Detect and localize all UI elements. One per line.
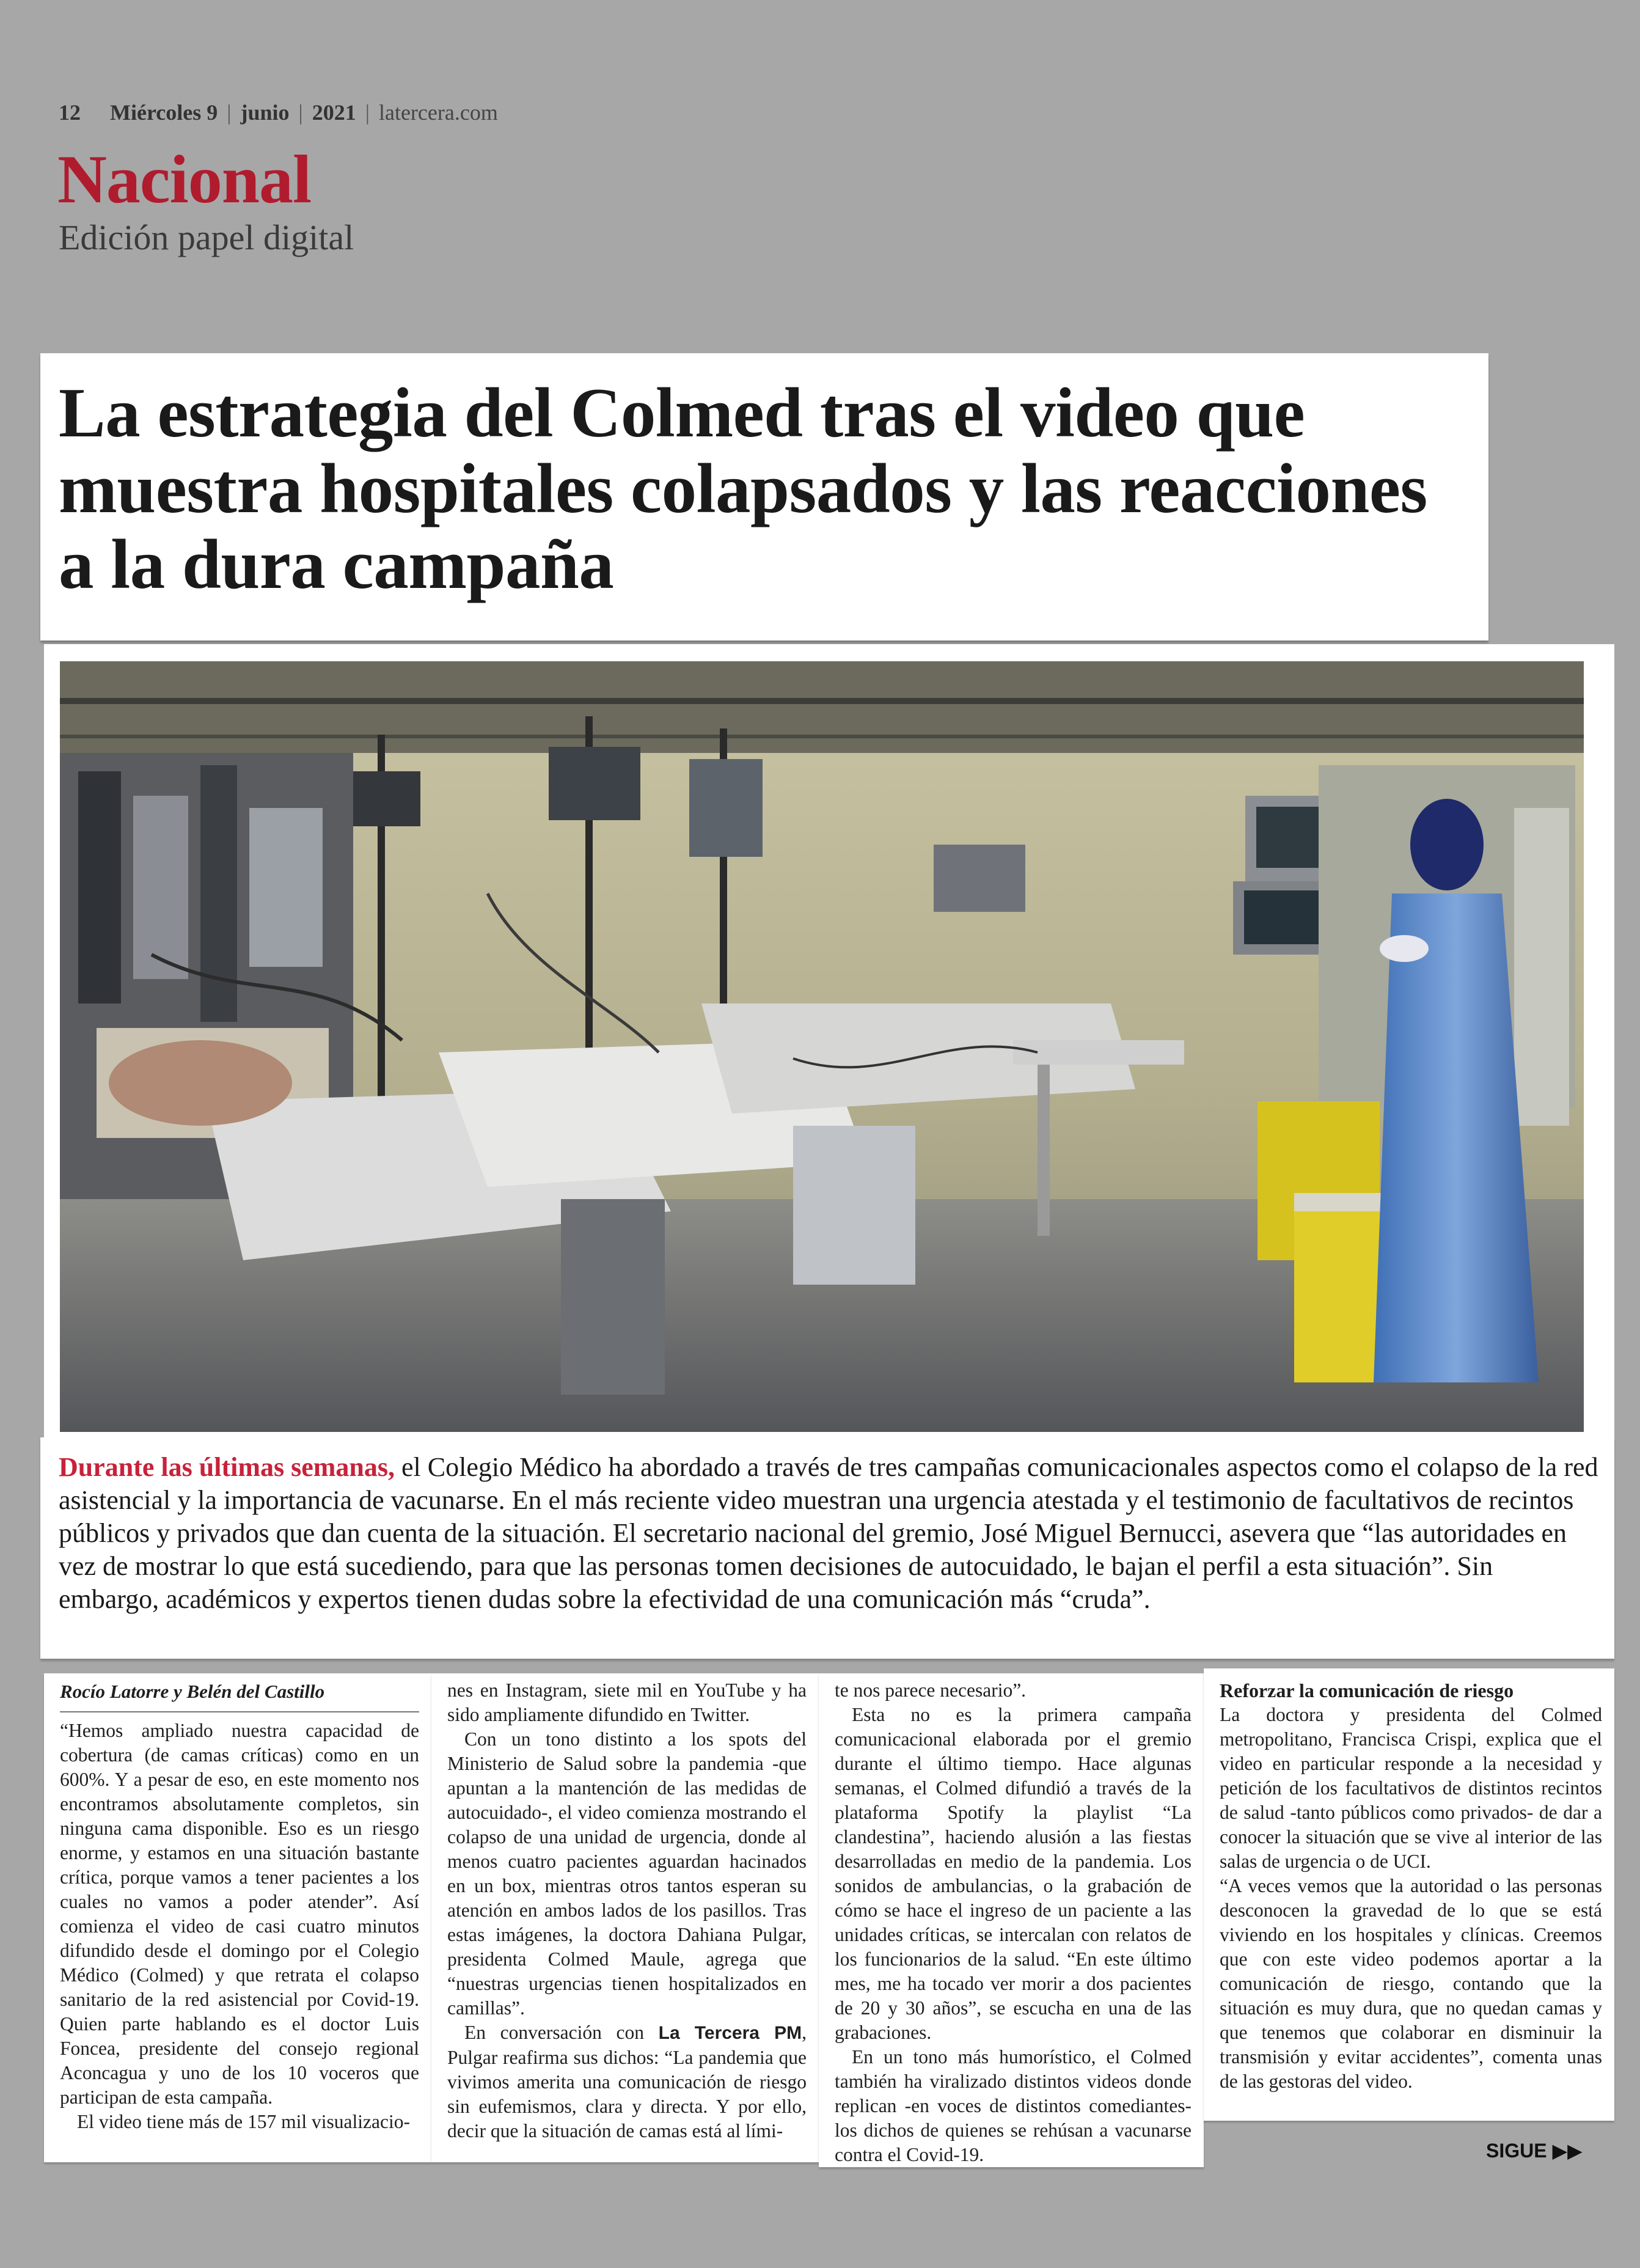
lead-paragraph [59,1451,1598,1616]
lead-box [40,1437,1614,1659]
lead-text: el Colegio Médico ha abordado a través de tres campañas comunicacionales aspectos como el colapso de la red asistencial y la importancia de vacunarse. En el más reciente video muestran una urgencia atestada y el testimonio de facultativos de recintos públicos y privados que dan cuenta de la situación. El secretario nacional del gremio, José Miguel Bernucci, asevera que “las autoridades en vez de mostrar lo que está sucediendo, para que las personas tomen decisiones de autocuidado, le bajan el perfil a esta situación”. Sin embargo, académicos y expertos tienen dudas sobre la efectividad de una comunicación más “cruda”. [59,1452,1598,1614]
folio-month: junio [240,100,290,125]
column-3-paragraph-2: Esta no es la primera campaña comunicacional elaborada por el gremio durante el último tiempo. Hace algunas semanas, el Colmed difundió a través de la plataforma Spotify la playlist “La clandestina”, haciendo alusión a las fiestas desarrolladas en medio de la pandemia. Los sonidos de ambulancias, o la grabación de cómo se hace el ingreso de un paciente a las unidades críticas, se intercalan con relatos de los funcionarios de la salud. “En este último mes, me ha tocado ver morir a dos pacientes de 20 y 30 años”, se escucha en una de las grabaciones. [835,1704,1192,2043]
column-2-paragraph-3: En conversación con La Tercera PM, Pulgar reafirma sus dichos: “La pandemia que vivimos amerita una comunicación de riesgo sin eufemismos, clara y directa. Y por ello, decir que la situación de camas está al lími- [447,2022,807,2141]
edition-label: Edición papel digital [59,218,354,257]
photo-frame [44,644,1614,1441]
column-3-paragraph-3: En un tono más humorístico, el Colmed también ha viralizado distintos videos donde replican -en voces de distintos comediantes- los dichos de quienes se rehúsan a vacunarse contra el Covid-19. [835,2046,1192,2165]
la-tercera-pm-brand: La Tercera PM [658,2023,802,2043]
section-name: Nacional [57,142,312,218]
continue-marker[interactable]: SIGUE ▶▶ [1486,2140,1583,2162]
folio-day: Miércoles 9 [110,100,218,125]
page-number: 12 [59,100,81,125]
article-column-4 [1204,1668,1614,2121]
column-1-paragraph-2: El video tiene más de 157 mil visualizacio- [77,2111,410,2132]
column-2-paragraph-1: nes en Instagram, siete mil en YouTube y ha sido ampliamente difundido en Twitter. [447,1679,807,1725]
column-3-paragraph-1: te nos parece necesario”. [835,1679,1027,1701]
column-1-paragraph-1: “Hemos ampliado nuestra capacidad de cobertura (de camas críticas) como en un 600%. Y a pesar de eso, en este momento nos encontramos absolutamente completos, sin ninguna cama disponible. Eso es un riesgo enorme, y estamos en una situación bastante crítica, porque vamos a tener pacientes a los cuales no vamos a poder atender”. Así comienza el video de casi cuatro minutos difundido desde el domingo por el Colegio Médico (Colmed) y que retrata el colapso sanitario de la red asistencial por Covid-19. Quien parte hablando es el doctor Luis Foncea, presidente del consejo regional Aconcagua y uno de los 10 voceros que participan de esta campaña. [60,1720,419,2108]
article-column-3 [819,1673,1204,2167]
lead-kicker: Durante las últimas semanas, [59,1452,395,1482]
folio-line: 12 Miércoles 9 | junio | 2021 | latercera.com [59,100,498,125]
headline: La estrategia del Colmed tras el video que muestra hospitales colapsados y las reacciones a la dura campaña [59,374,1427,603]
headline-box [40,353,1488,640]
subhead: Reforzar la comunicación de riesgo [1220,1679,1514,1701]
site-link[interactable]: latercera.com [378,100,498,125]
folio-year: 2021 [312,100,356,125]
hospital-photo [60,661,1584,1432]
article-column-2 [431,1673,819,2162]
article-column-1 [44,1673,431,2162]
column-4-paragraph-2: “A veces vemos que la autoridad o las personas desconocen la gravedad de lo que se está viviendo en los hospitales y clínicas. Creemos que con este video podemos aportar a la comunicación de riesgo, contando que la situación es muy dura, que no quedan camas y que tenemos que colaborar en disminuir la transmisión y evitar accidentes”, comenta unas de las gestoras del video. [1220,1875,1602,2092]
column-4-paragraph-1: La doctora y presidenta del Colmed metropolitano, Francisca Crispi, explica que el video en particular responde a la necesidad y petición de los facultativos de distintos recintos de salud -tanto públicos como privados- de dar a conocer la situación que se vive al interior de las salas de urgencia o de UCI. [1220,1704,1602,1872]
byline: Rocío Latorre y Belén del Castillo [60,1673,419,1712]
column-2-paragraph-2: Con un tono distinto a los spots del Ministerio de Salud sobre la pandemia -que apuntan a la mantención de las medidas de autocuidado-, el video comienza mostrando el colapso de una unidad de urgencia, donde al menos cuatro pacientes aguardan hacinados en un box, mientras otros tantos esperan su atención en ambos lados de los pasillos. Tras estas imágenes, la doctora Dahiana Pulgar, presidenta Colmed Maule, agrega que “nuestras urgencias tienen hospitalizados en camillas”. [447,1728,807,2019]
